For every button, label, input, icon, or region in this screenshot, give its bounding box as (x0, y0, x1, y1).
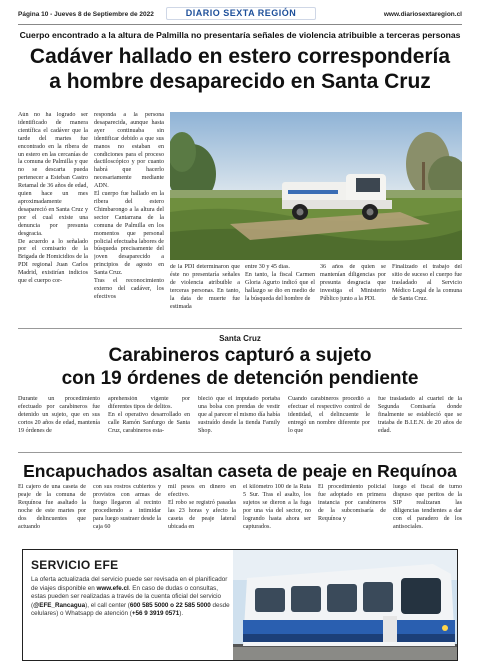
ad-text-part2: . En caso de dudas o consultas, estas pueden ser realizadas a través de la cuenta oficial del servicio ( (31, 584, 222, 609)
article2-column-5: fue trasladado al cuartel de la Segunda Comisaría donde finalmente se estableció que se trataba de B.I.E.N. de 20 años de edad. (378, 396, 462, 434)
article3-column-4: el kilómetro 100 de la Ruta 5 Sur. Tras el asalto, los sujetos se dieron a la fuga por una vía del sector, no logrando hasta ahora ser capturados. (243, 484, 311, 530)
article2-column-4: Cuando carabineros procedió a efectuar el respectivo control de identidad, el delincuente le entregó un nombre diferente por lo que (288, 396, 370, 434)
article3-column-2: con sus rostros cubiertos y provistos con armas de fuego llegaron al recinto procediendo a intimidar para luego sustraer desde la caja 60 (93, 484, 161, 530)
section-divider-1 (18, 328, 462, 329)
article3-headline: Encapuchados asaltan caseta de peaje en Requínoa (23, 461, 457, 481)
ad-text-part5: ). (179, 610, 184, 618)
header-divider (18, 24, 462, 25)
article1-column-6: Finalizado el trabajo del sitio de suceso el cuerpo fue trasladado al Servicio Médico Legal de la comuna de Santa Cruz. (392, 264, 462, 302)
ad-text-part4: desde celulares) o Whatsapp de atención ( (31, 601, 230, 618)
article1-headline-line1: Cadáver hallado en estero correspondería (29, 45, 451, 68)
article1-column-5: 36 años de quien se mantenían diligencias por presunta desgracia que investiga el Ministerio Público junto a la PDI. (320, 264, 386, 302)
article2-headline (18, 344, 462, 390)
article2-column-3: bleció que el imputado portaba una bolsa con prendas de vestir que al parecer el mismo día había sustraído desde la tienda Family Shop. (198, 396, 280, 434)
train-image (233, 550, 458, 661)
article2-column-2: aprehensión vigente por diferentes tipos de delitos. En el operativo desarrollado en calle Ramón Sanfurgo de Santa Cruz, carabineros esta- (108, 396, 190, 434)
article1-column-3: de la PDI determinaron que éste no presentaría señales de violencia atribuible a terceras personas. En tanto, la data de muerte fue estimada (170, 264, 240, 310)
brand-logo: DIARIO SEXTA REGIÓN (166, 7, 316, 20)
section-divider-2 (18, 452, 462, 453)
page-header (18, 7, 462, 21)
article1-photo (170, 112, 462, 260)
article1-headline (18, 44, 462, 94)
ad-phone-whatsapp: +56 9 3919 0571 (131, 610, 180, 618)
ad-url[interactable]: www.efe.cl (96, 584, 129, 592)
article2-kicker: Santa Cruz (219, 334, 261, 343)
ad-title: SERVICIO EFE (31, 558, 119, 572)
ad-text-part1: La oferta actualizada del servicio puede ser revisada en el planificador de viajes disponible en (31, 576, 228, 592)
article1-column-1: Aún no ha logrado ser identificado de manera científica el cadáver que la tarde del martes fue encontrado en la ribera de un estero en las cercanías de la comuna de Palmilla y que no se descarta pueda pertenecer a Esteban Castro Retamal de 36 años de edad, quien hace un mes aproximadamente desapareció en Santa Cruz y por el cual existe una denuncia por presunta desgracia. De acuerdo a lo señalado por el comisario de la Brigada de Homicidios de la PDI regional Juan Carlos Madrid, existirían indicios que el cuerpo cor- (18, 112, 88, 285)
website-link[interactable]: www.diariosextaregion.cl (383, 11, 462, 18)
article2-headline-line2: con 19 órdenes de detención pendiente (61, 368, 419, 389)
ad-text (31, 576, 231, 619)
article1-column-4: entre 30 y 45 días. En tanto, la fiscal Carmen Gloria Agurto indicó que el hallazgo se dio en medio de la búsqueda del hombre de (245, 264, 315, 302)
article3-column-3: mil pesos en dinero en efectivo. El robo se registró pasadas las 23 horas y afecto la caseta de peaje lateral ubicada en (168, 484, 236, 530)
page-label: Página 10 - Jueves 8 de Septiembre de 2022 (18, 11, 154, 18)
ad-text-part3: ), el call center ( (85, 601, 130, 609)
article3-column-5: El procedimiento policial fue adoptado en primera instancia por carabineros de la subcomisaría de Requínoa y (318, 484, 386, 522)
ad-phone-callcenter: 600 585 5000 o 22 585 5000 (129, 601, 211, 609)
article1-kicker: Cuerpo encontrado a la altura de Palmilla no presentaría señales de violencia atribuible a terceras personas (19, 30, 461, 40)
article1-column-2: responda a la persona desaparecida, aunque hasta ayer continuaba sin identificar debido a que sus manos no estaban en condiciones para el proceso dactiloscópico y por cuanto habrá que hacerlo necesariamente mediante ADN. El cuerpo fue hallado en la ribera del estero Chimbarongo a la altura del sector Cantarrana de la comuna de Palmilla en los momentos que personal policial efectuaba labores de búsqueda precisamente del joven desaparecido a principios de agosto en Santa Cruz. Tras el reconocimiento externo del cadáver, los efectivos (94, 112, 164, 300)
efe-service-ad (22, 549, 458, 661)
article2-column-1: Durante un procedimiento efectuado por carabineros fue detenido un sujeto, que en sus cortos 20 años de edad, mantenía 19 órdenes de (18, 396, 100, 434)
article2-headline-line1: Carabineros capturó a sujeto (108, 345, 372, 366)
article3-column-1: El cajero de una caseta de peaje de la comuna de Requínoa fue asaltado la noche de este martes por dos delincuentes que actuando (18, 484, 86, 530)
article3-column-6: luego el fiscal de turno dispuso que peritos de la SIP realizaran las diligencias tendientes a dar con el paradero de los antisociales. (393, 484, 462, 530)
article1-headline-line2: a hombre desaparecido en Santa Cruz (49, 70, 431, 93)
ad-handle[interactable]: @EFE_Rancagua (33, 601, 86, 609)
